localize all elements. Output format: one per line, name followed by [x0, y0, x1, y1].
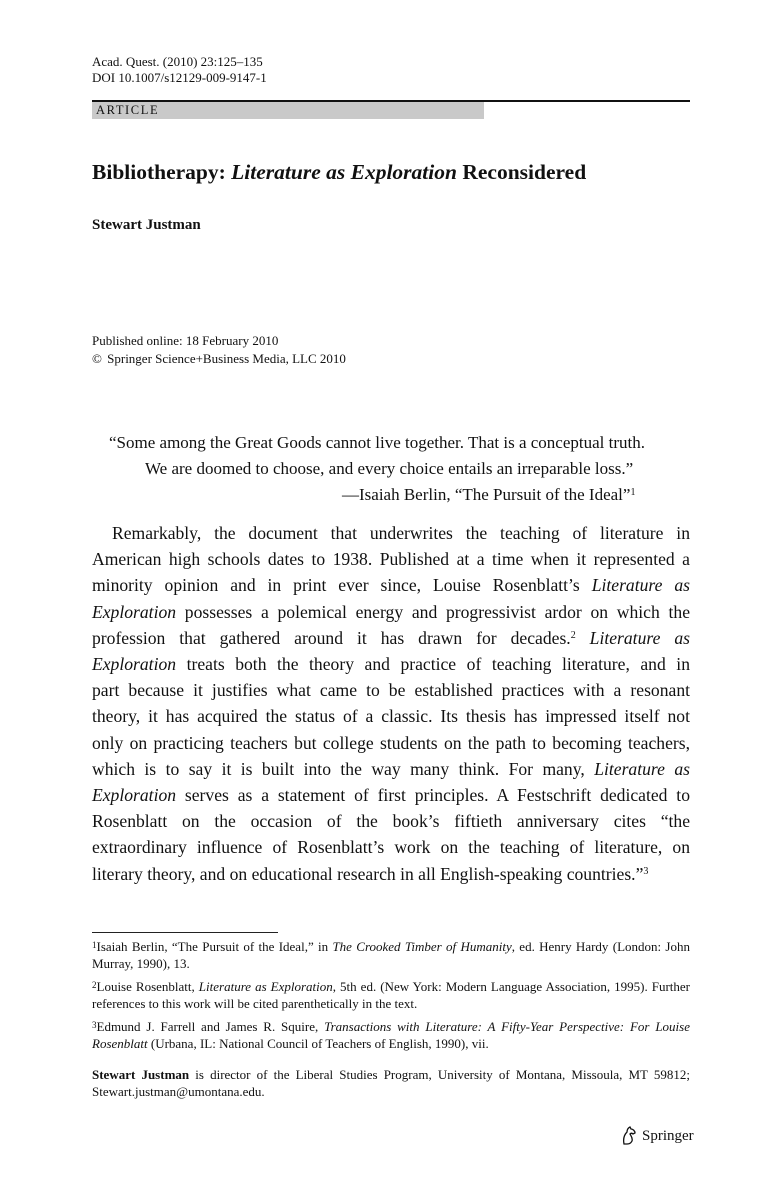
footnote-text: Louise Rosenblatt, [96, 979, 199, 994]
body-line [92, 677, 690, 703]
epigraph-line-1: “Some among the Great Goods cannot live together. That is a conceptual truth. [109, 433, 645, 452]
body-text: Rosenblatt on the occasion of the book’s fiftieth anniversary cites “the [92, 811, 690, 832]
body-text: which is to say it is built into the way many think. For many, [92, 758, 595, 779]
doi-line: DOI 10.1007/s12129-009-9147-1 [92, 70, 267, 85]
title-part-2: Literature as Exploration [231, 160, 457, 184]
footnote-text: (Urbana, IL: National Council of Teachers of English, 1990), vii. [147, 1036, 489, 1051]
publication-info [92, 332, 346, 368]
footnote-3 [92, 1018, 690, 1052]
book-title: Literature as [591, 575, 690, 596]
body-line [92, 861, 690, 887]
author-bio [92, 1066, 690, 1100]
published-date: Published online: 18 February 2010 [92, 333, 279, 348]
body-text [576, 628, 590, 648]
body-line [92, 730, 690, 756]
book-title: Exploration [92, 601, 177, 622]
title-part-1: Bibliotherapy: [92, 160, 232, 184]
body-text: profession that gathered around it has drawn for decades. [92, 627, 571, 648]
body-text: possesses a polemical energy and progressivist ardor on which the [176, 601, 690, 622]
body-text: literary theory, and on educational research in all English-speaking countries.” [92, 863, 644, 884]
author-name: Stewart Justman [92, 217, 201, 233]
book-title: Literature as [589, 627, 690, 648]
footnote-ref-3[interactable]: 3 [643, 865, 649, 877]
body-text: only on practicing teachers but college students on the path to becoming teachers, [92, 732, 690, 753]
section-label: ARTICLE [96, 103, 160, 117]
epigraph-line-2: We are doomed to choose, and every choice entails an irreparable loss.” [145, 459, 634, 478]
footnote-number: 1 [92, 940, 97, 950]
body-text: treats both the theory and practice of teaching literature, and in [176, 654, 690, 675]
body-paragraph [92, 520, 690, 887]
journal-line: Acad. Quest. (2010) 23:125–135 [92, 54, 263, 69]
body-line [92, 756, 690, 782]
footnote-text: , 5th ed. (New York: Modern Language Association, 1995). Further references to this work will be cited parenthetically in the text. [92, 979, 690, 1011]
publisher-logo [620, 1126, 694, 1146]
body-line [92, 599, 690, 625]
body-text: serves as a statement of first principles. A Festschrift dedicated to [176, 785, 690, 806]
footnote-title: Literature as Exploration [198, 979, 333, 994]
body-line [92, 834, 690, 860]
springer-horse-icon [620, 1126, 638, 1146]
book-title: Exploration [92, 654, 177, 675]
book-title: Literature as [594, 758, 690, 779]
copyright-text: Springer Science+Business Media, LLC 2010 [107, 351, 346, 366]
footnote-title: Transactions with Literature: A Fifty-Year Perspective: For Louise Rosenblatt [92, 1019, 691, 1051]
title-part-3: Reconsidered [456, 160, 587, 184]
bio-text: is director of the Liberal Studies Program, University of Montana, Missoula, MT 59812; Stewart.justman@umontana.edu. [92, 1067, 690, 1099]
footnote-text: , ed. Henry Hardy (London: John Murray, 1990), 13. [92, 939, 690, 971]
body-text: American high schools dates to 1938. Published at a time when it represented a [92, 549, 690, 570]
footnote-2 [92, 978, 690, 1012]
journal-citation [92, 54, 267, 86]
bio-name: Stewart Justman [92, 1067, 190, 1082]
footnote-text: Edmund J. Farrell and James R. Squire, [96, 1019, 325, 1034]
copyright-icon: © [92, 351, 102, 366]
publisher-name: Springer [642, 1127, 694, 1144]
book-title: Exploration [92, 785, 177, 806]
epigraph-attribution [342, 482, 635, 508]
body-text: part because it justifies what came to be established practices with a resonant [92, 680, 690, 701]
body-text: minority opinion and in print ever since, Louise Rosenblatt’s [92, 575, 592, 596]
body-line [92, 572, 690, 598]
footnote-ref-1[interactable]: 1 [630, 487, 636, 498]
footnote-rule [92, 932, 278, 933]
body-line [92, 546, 690, 572]
footnote-title: The Crooked Timber of Humanity [332, 939, 512, 954]
footnote-number: 2 [92, 980, 97, 990]
footnote-ref-2[interactable]: 2 [570, 629, 576, 641]
body-line [92, 808, 690, 834]
body-line [92, 625, 690, 651]
body-line [92, 782, 690, 808]
body-line [92, 703, 690, 729]
body-line [92, 651, 690, 677]
footnote-number: 3 [92, 1020, 97, 1030]
body-line [92, 520, 690, 546]
article-title [92, 160, 586, 185]
body-text: theory, it has acquired the status of a classic. Its thesis has impressed itself not [92, 706, 690, 727]
copyright-line [92, 350, 346, 368]
epigraph-source: —Isaiah Berlin, “The Pursuit of the Ideal” [342, 485, 631, 504]
footnote-text: Isaiah Berlin, “The Pursuit of the Ideal,” in [96, 939, 333, 954]
body-text: Remarkably, the document that underwrites the teaching of literature in [112, 523, 690, 543]
footnote-1 [92, 938, 690, 972]
body-text: extraordinary influence of Rosenblatt’s work on the teaching of literature, on [92, 837, 690, 858]
